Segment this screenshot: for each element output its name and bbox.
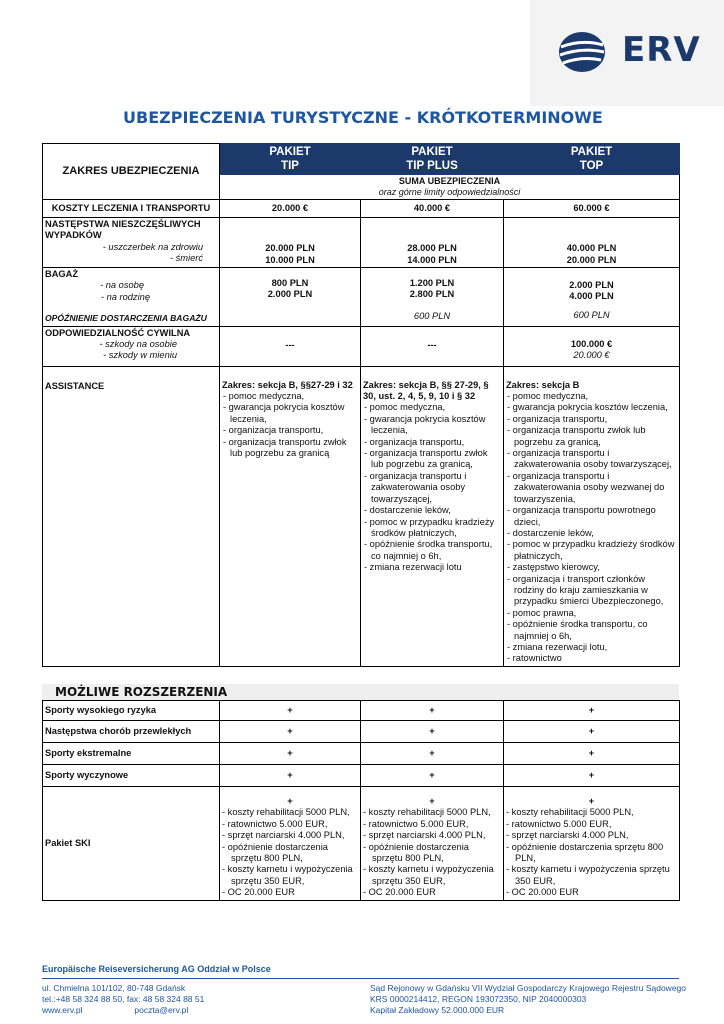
footer-legal	[370, 983, 686, 1016]
assistance-tip: Zakres: sekcja B, §§27-29 i 32 - pomoc medyczna, - gwarancja pokrycia kosztów leczenia, - organizacja transportu, - organizacja transportu zwłok lub pogrzebu za granicą	[220, 366, 361, 666]
costs-tip: 20.000 €	[220, 200, 361, 218]
footer-company: Europäische Reiseversicherung AG Oddział w Polsce	[42, 964, 271, 974]
costs-label: KOSZTY LECZENIA I TRANSPORTU	[43, 200, 220, 218]
liability-label: ODPOWIEDZIALNOŚĆ CYWILNA	[45, 327, 191, 338]
extensions-title: MOŻLIWE ROZSZERZENIA	[42, 684, 679, 700]
package-header-tip: PAKIET TIP	[220, 144, 361, 175]
assistance-label: ASSISTANCE	[43, 366, 220, 666]
ski-label: Pakiet SKI	[43, 787, 220, 901]
table-row: Następstwa chorób przewlekłych + + +	[43, 721, 680, 743]
nnw-label-cell: NASTĘPSTWA NIESZCZĘŚLIWYCH WYPADKÓW - uszczerbek na zdrowiu - śmierć	[43, 218, 220, 268]
page-title: UBEZPIECZENIA TURYSTYCZNE - KRÓTKOTERMINOWE	[123, 108, 603, 127]
coverage-table	[42, 143, 680, 667]
erv-globe-icon	[557, 30, 607, 74]
footer-web-link[interactable]: www.erv.pl	[42, 1005, 83, 1015]
extensions-table	[42, 700, 680, 901]
liability-top: 100.000 € 20.000 €	[504, 326, 680, 366]
ski-row	[43, 787, 680, 901]
luggage-tipplus: 1.200 PLN 2.800 PLN 600 PLN	[361, 268, 504, 327]
liability-label-cell: ODPOWIEDZIALNOŚĆ CYWILNA - szkody na osobie - szkody w mieniu	[43, 326, 220, 366]
nnw-tip: 20.000 PLN 10.000 PLN	[220, 218, 361, 268]
assistance-top: Zakres: sekcja B - pomoc medyczna, - gwarancja pokrycia kosztów leczenia, - organizacja transportu, - organizacja transportu zwłok lub pogrzebu za granicą, - organizacja transportu i zakwaterowania osoby towarzyszącej, - organizacja transportu i zakwaterowania osoby wezwanej do towarzyszenia, - organizacja transportu powrotnego dzieci, - dostarczenie leków, - pomoc w przypadku kradzieży środków płatniczych, - zastępstwo kierowcy, - organizacja i transport członków rodziny do kraju zamieszkania w przypadku śmierci Ubezpieczonego, - pomoc prawna, - opóźnienie środka transportu, co najmniej o 6h, - zmiana rezerwacji lotu, - ratownictwo	[504, 366, 680, 666]
luggage-top: 2.000 PLN 4.000 PLN 600 PLN	[504, 268, 680, 327]
package-header-tipplus: PAKIET TIP PLUS	[361, 144, 504, 175]
nnw-top: 40.000 PLN 20.000 PLN	[504, 218, 680, 268]
footer-capital: Kapitał Zakładowy 52.000.000 EUR	[370, 1005, 505, 1015]
table-row: Sporty wysokiego ryzyka + + +	[43, 701, 680, 721]
costs-tipplus: 40.000 €	[361, 200, 504, 218]
header-banner	[0, 0, 724, 106]
package-header-top: PAKIET TOP	[504, 144, 680, 175]
footer-email-link[interactable]: poczta@erv.pl	[134, 1005, 189, 1015]
liability-tip: ---	[220, 326, 361, 366]
footer-krs: KRS 0000214412, REGON 193072350, NIP 2040000303	[370, 994, 587, 1004]
footer-address: ul. Chmielna 101/102, 80-748 Gdańsk	[42, 983, 186, 993]
luggage-label-cell: BAGAŻ - na osobę - na rodzinę OPÓŹNIENIE DOSTARCZENIA BAGAŻU	[43, 268, 220, 327]
liability-tipplus: ---	[361, 326, 504, 366]
footer-divider	[42, 978, 679, 979]
luggage-label: BAGAŻ	[45, 269, 79, 279]
luggage-delay-label: OPÓŹNIENIE DOSTARCZENIA BAGAŻU	[45, 313, 207, 324]
footer-phone: tel.:+48 58 324 88 50, fax: 48 58 324 88 51	[42, 994, 205, 1004]
nnw-tipplus: 28.000 PLN 14.000 PLN	[361, 218, 504, 268]
table-row: Sporty wyczynowe + + +	[43, 765, 680, 787]
luggage-tip: 800 PLN 2.000 PLN	[220, 268, 361, 327]
footer-contact	[42, 983, 204, 1016]
nnw-label: NASTĘPSTWA NIESZCZĘŚLIWYCH WYPADKÓW	[45, 219, 201, 241]
assistance-tipplus: Zakres: sekcja B, §§ 27-29, § 30, ust. 2, 4, 5, 9, 10 i § 32 - pomoc medyczna, - gwarancja pokrycia kosztów leczenia, - organizacja transportu, - organizacja transportu zwłok lub pogrzebu za granicą, - organizacja transportu i zakwaterowania osoby towarzyszącej, - dostarczenie leków, - pomoc w przypadku kradzieży środków płatniczych, - opóźnienie środka transportu, co najmniej o 6h, - zmiana rezerwacji lotu	[361, 366, 504, 666]
ski-tip: + - koszty rehabilitacji 5000 PLN, - ratownictwo 5.000 EUR, - sprzęt narciarski 4.000 PLN, - opóźnienie dostarczenia sprzętu 800 PLN, - koszty karnetu i wypożyczenia sprzętu 350 EUR, - OC 20.000 EUR	[220, 787, 361, 901]
table-row: Sporty ekstremalne + + +	[43, 743, 680, 765]
brand-logo-text: ERV	[622, 30, 701, 70]
footer-court: Sąd Rejonowy w Gdańsku VII Wydział Gospodarczy Krajowego Rejestru Sądowego	[370, 983, 686, 993]
costs-top: 60.000 €	[504, 200, 680, 218]
ski-tipplus: + - koszty rehabilitacji 5000 PLN, - ratownictwo 5.000 EUR, - sprzęt narciarski 4.000 PLN, - opóźnienie dostarczenia sprzętu 800 PLN, - koszty karnetu i wypożyczenia sprzętu 350 EUR, - OC 20.000 EUR	[361, 787, 504, 901]
sum-insured-header: SUMA UBEZPIECZENIA oraz górne limity odpowiedzialności	[220, 175, 680, 200]
scope-header: ZAKRES UBEZPIECZENIA	[43, 144, 220, 200]
ski-top: + - koszty rehabilitacji 5000 PLN, - ratownictwo 5.000 EUR, - sprzęt narciarski 4.000 PLN, - opóźnienie dostarczenia sprzętu 800 PLN, - koszty karnetu i wypożyczenia sprzętu 350 EUR, - OC 20.000 EUR	[504, 787, 680, 901]
